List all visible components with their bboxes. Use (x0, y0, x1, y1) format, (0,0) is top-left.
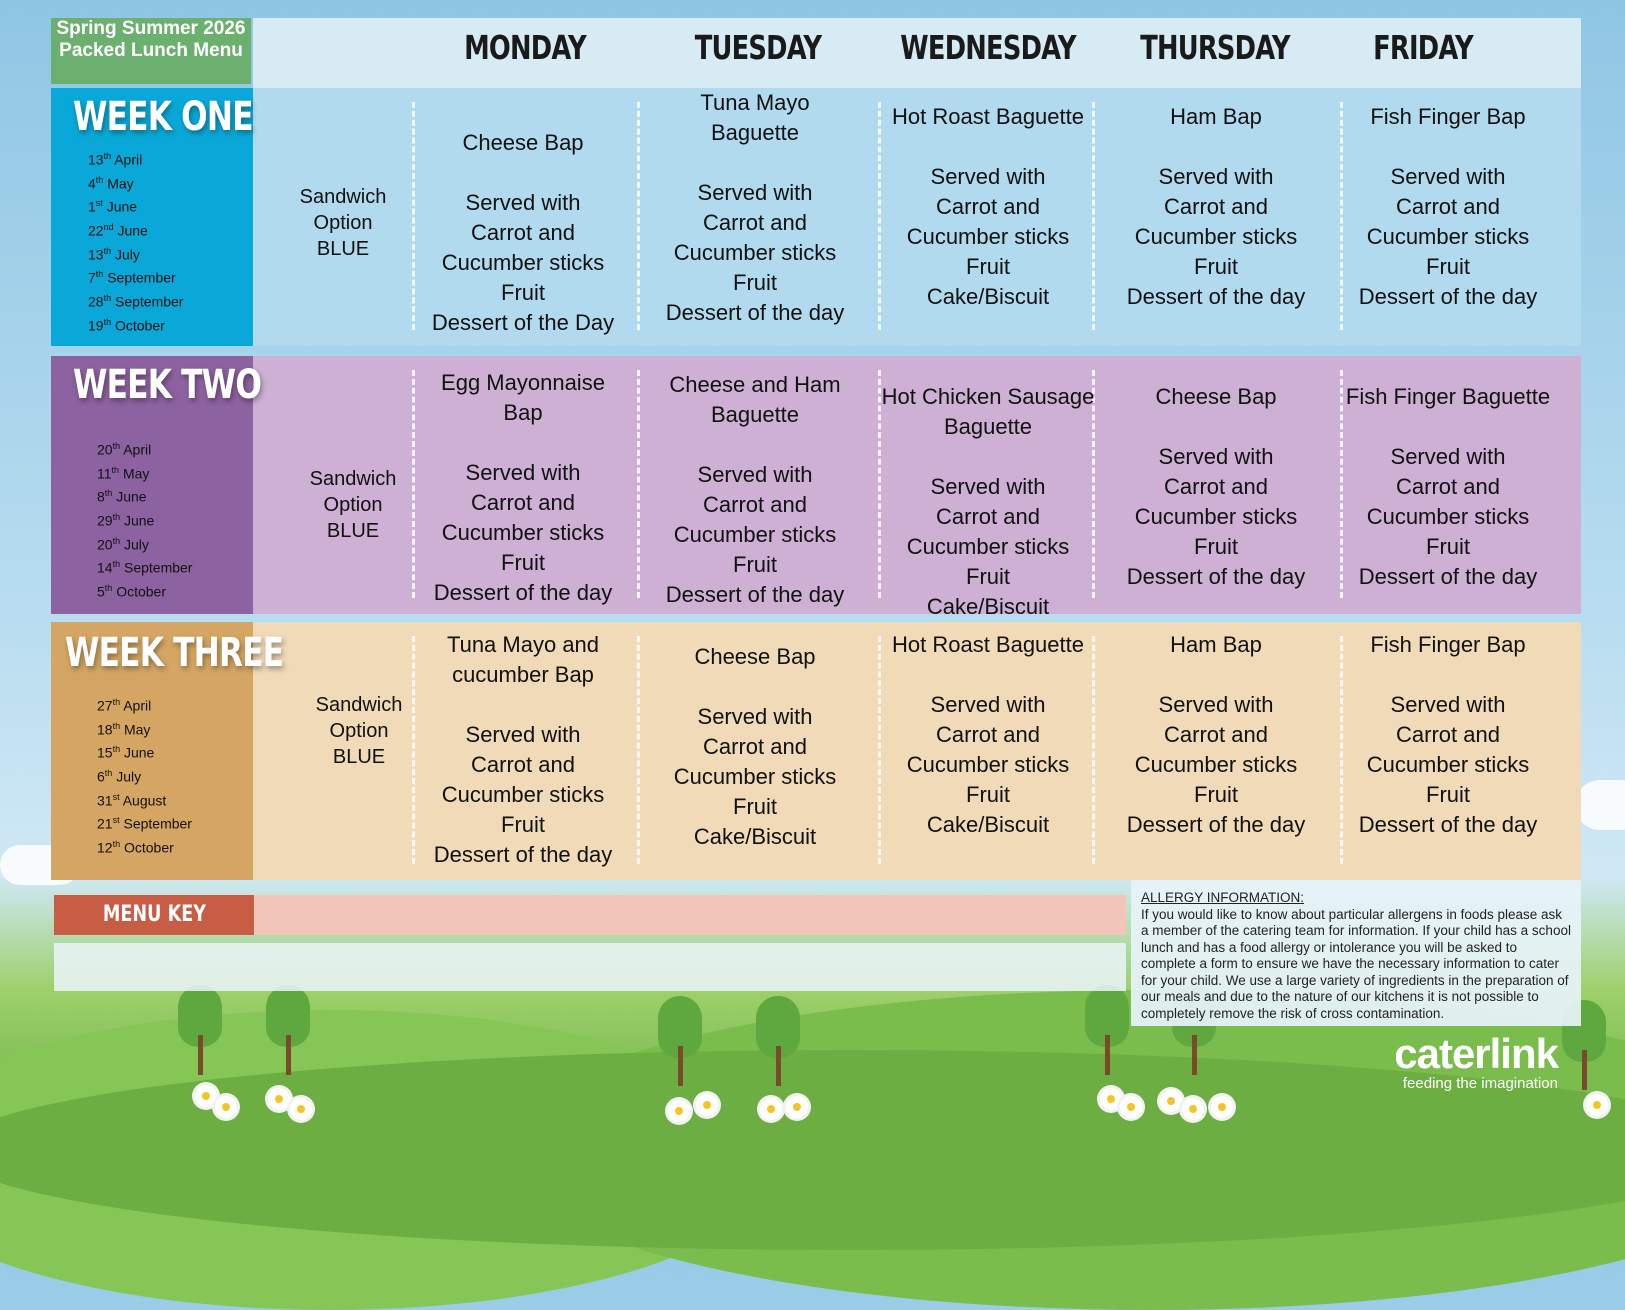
tree-illustration (658, 996, 702, 1086)
date-month: September (114, 293, 184, 310)
date-day: 4 (88, 175, 96, 192)
date-suffix: th (112, 838, 121, 849)
date-month: June (116, 488, 147, 505)
date-suffix: th (103, 292, 112, 303)
tree-trunk (678, 1046, 683, 1086)
date-month: April (123, 697, 152, 714)
meal-cell-friday: Fish Finger Bap Served with Carrot and Cucumber sticks Fruit Dessert of the day (1358, 104, 1538, 309)
week-date (97, 787, 192, 811)
date-month: July (123, 536, 149, 553)
meal-cell-monday: Tuna Mayo and cucumber Bap Served with Carrot and Cucumber sticks Fruit Dessert of the day (433, 632, 613, 867)
date-day: 21 (97, 815, 113, 832)
week-date (97, 460, 192, 484)
date-suffix: th (103, 245, 112, 256)
daisy-illustration (1100, 1088, 1122, 1110)
meal-cell-friday: Fish Finger Bap Served with Carrot and Cucumber sticks Fruit Dessert of the day (1358, 632, 1538, 837)
date-month: October (116, 583, 167, 600)
week-label (51, 622, 284, 880)
date-day: 18 (97, 721, 113, 738)
date-day: 6 (97, 768, 105, 785)
date-month: August (122, 792, 167, 809)
week-date (97, 436, 192, 460)
date-day: 22 (88, 222, 104, 239)
week-date (97, 763, 192, 787)
date-month: September (123, 815, 192, 832)
week-title: WEEK THREE (65, 630, 284, 676)
date-day: 27 (97, 697, 113, 714)
date-day: 15 (97, 744, 113, 761)
tree-illustration (178, 985, 222, 1075)
daisy-illustration (195, 1085, 217, 1107)
week-row (51, 356, 1581, 619)
daisy-illustration (696, 1094, 718, 1116)
meal-cell-tuesday: Cheese and Ham Baguette Served with Carrot and Cucumber sticks Fruit Dessert of the day (665, 372, 845, 607)
meal-cell-thursday: Cheese Bap Served with Carrot and Cucumber sticks Fruit Dessert of the day (1126, 384, 1306, 589)
date-day: 19 (88, 317, 104, 334)
caterlink-logo (1388, 1032, 1558, 1092)
week-date (88, 146, 183, 170)
week-date (97, 483, 192, 507)
week-dates (97, 692, 192, 858)
date-month: June (123, 744, 155, 761)
column-divider (637, 102, 640, 330)
date-day: 20 (97, 441, 113, 458)
date-suffix: th (112, 744, 121, 755)
logo-name: caterlink (1394, 1030, 1558, 1077)
menu-key-label: MENU KEY (54, 895, 254, 935)
week-label (51, 356, 262, 614)
date-suffix: th (112, 720, 121, 731)
day-header-tuesday: TUESDAY (694, 28, 822, 67)
date-suffix: th (112, 559, 121, 570)
meal-cell-wednesday: Hot Roast Baguette Served with Carrot and Cucumber sticks Fruit Cake/Biscuit (891, 104, 1084, 309)
date-month: July (114, 246, 140, 263)
date-suffix: st (95, 198, 103, 209)
date-month: June (123, 512, 155, 529)
date-suffix: st (112, 791, 120, 802)
allergy-heading: ALLERGY INFORMATION: (1141, 890, 1305, 905)
menu-title (51, 18, 251, 84)
week-row (51, 622, 1581, 880)
date-month: September (123, 559, 193, 576)
date-month: April (114, 151, 143, 168)
date-month: May (123, 721, 151, 738)
week-date (88, 170, 183, 194)
meal-cell-friday: Fish Finger Baguette Served with Carrot and Cucumber sticks Fruit Dessert of the day (1345, 384, 1551, 589)
menu-title-line1: Spring Summer 2026 (56, 18, 246, 39)
tree-trunk (198, 1035, 203, 1075)
date-day: 5 (97, 583, 105, 600)
sandwich-option: Sandwich Option BLUE (309, 468, 397, 542)
date-day: 31 (97, 792, 113, 809)
date-suffix: th (112, 511, 121, 522)
week-label (51, 88, 253, 346)
meal-cell-thursday: Ham Bap Served with Carrot and Cucumber sticks Fruit Dessert of the day (1126, 632, 1306, 837)
daisy-illustration (215, 1096, 237, 1118)
day-header-friday: FRIDAY (1373, 28, 1473, 67)
date-day: 12 (97, 839, 113, 856)
daisy-illustration (760, 1098, 782, 1120)
daisy-illustration (786, 1096, 808, 1118)
date-month: May (107, 175, 134, 192)
daisy-illustration (668, 1100, 690, 1122)
tree-trunk (776, 1046, 781, 1086)
week-dates (88, 146, 183, 335)
daisy-illustration (290, 1098, 312, 1120)
date-month: May (122, 465, 150, 482)
sandwich-option: Sandwich Option BLUE (299, 186, 387, 260)
week-date (97, 692, 192, 716)
week-date (88, 241, 183, 265)
date-suffix: th (112, 441, 121, 451)
meal-cell-wednesday: Hot Chicken Sausage Baguette Served with Carrot and Cucumber sticks Fruit Cake/Biscuit (881, 384, 1095, 619)
daisy-illustration (1586, 1094, 1608, 1116)
meal-cell-monday: Cheese Bap Served with Carrot and Cucumber sticks Fruit Dessert of the Day (431, 130, 615, 335)
meal-cell-thursday: Ham Bap Served with Carrot and Cucumber sticks Fruit Dessert of the day (1126, 104, 1306, 309)
date-day: 7 (88, 269, 96, 286)
date-suffix: th (111, 464, 120, 475)
menu-key-area (54, 943, 1126, 991)
date-day: 29 (97, 512, 113, 529)
week-date (88, 193, 183, 217)
date-suffix: th (104, 582, 113, 593)
allergy-information (1131, 880, 1581, 1026)
daisy-illustration (268, 1088, 290, 1110)
meal-cell-tuesday: Tuna Mayo Baguette Served with Carrot and Cucumber sticks Fruit Dessert of the day (665, 90, 845, 325)
logo-tagline: feeding the imagination (1402, 1075, 1558, 1092)
day-header-monday: MONDAY (464, 28, 586, 67)
menu-title-line2: Packed Lunch Menu (59, 40, 243, 61)
daisy-illustration (1120, 1096, 1142, 1118)
date-suffix: th (104, 767, 113, 778)
date-day: 20 (97, 536, 113, 553)
tree-trunk (1582, 1050, 1587, 1090)
week-date (88, 217, 183, 241)
week-title: WEEK TWO (73, 362, 262, 408)
daisy-illustration (1160, 1090, 1182, 1112)
date-month: April (123, 441, 152, 458)
date-month: June (106, 198, 138, 215)
tree-illustration (266, 985, 310, 1075)
week-dates (97, 436, 192, 602)
week-date (97, 578, 192, 602)
daisy-illustration (1182, 1098, 1204, 1120)
meal-cell-monday: Egg Mayonnaise Bap Served with Carrot and Cucumber sticks Fruit Dessert of the day (433, 370, 613, 605)
date-day: 1 (88, 198, 96, 215)
date-suffix: st (112, 815, 120, 826)
day-header-wednesday: WEDNESDAY (900, 28, 1076, 67)
week-date (88, 288, 183, 312)
week-date (97, 810, 192, 834)
week-date (97, 507, 192, 531)
date-day: 14 (97, 559, 113, 576)
daisy-illustration (1211, 1096, 1233, 1118)
week-date (97, 554, 192, 578)
tree-illustration (1085, 985, 1129, 1075)
date-suffix: th (95, 269, 104, 280)
date-month: July (116, 768, 142, 785)
meal-cell-wednesday: Hot Roast Baguette Served with Carrot and Cucumber sticks Fruit Cake/Biscuit (891, 632, 1084, 837)
column-divider (637, 636, 640, 864)
date-suffix: th (103, 151, 112, 161)
date-day: 28 (88, 293, 104, 310)
week-date (88, 312, 183, 336)
column-divider (637, 370, 640, 598)
day-header-thursday: THURSDAY (1140, 28, 1290, 67)
allergy-text: If you would like to know about particular allergens in foods please ask a member of the catering team for information. If your child has a school lunch and has a food allergy or intolerance you will be asked to complete a form to ensure we have the necessary information to cater for your child. We use a large variety of ingredients in the preparation of our meals and due to the nature of our kitchens it is not possible to completely remove the risk of cross contamination. (1141, 906, 1571, 1021)
meal-cell-tuesday: Cheese Bap Served with Carrot and Cucumber sticks Fruit Cake/Biscuit (673, 644, 837, 849)
week-date (97, 716, 192, 740)
week-title: WEEK ONE (73, 94, 253, 140)
week-date (97, 531, 192, 555)
sandwich-option: Sandwich Option BLUE (315, 694, 403, 768)
date-suffix: th (112, 535, 121, 546)
date-suffix: nd (103, 221, 114, 232)
date-suffix: th (95, 174, 104, 185)
date-month: October (123, 839, 174, 856)
week-row (51, 88, 1581, 346)
date-suffix: th (104, 488, 113, 499)
tree-trunk (1192, 1035, 1197, 1075)
date-day: 13 (88, 151, 104, 168)
week-date (88, 264, 183, 288)
date-day: 13 (88, 246, 104, 263)
date-day: 8 (97, 488, 105, 505)
background-cloud (1575, 780, 1625, 830)
tree-trunk (286, 1035, 291, 1075)
tree-illustration (756, 996, 800, 1086)
date-suffix: th (103, 316, 112, 327)
date-day: 11 (97, 465, 112, 482)
date-month: October (114, 317, 165, 334)
week-date (97, 834, 192, 858)
date-month: June (117, 222, 148, 239)
tree-trunk (1105, 1035, 1110, 1075)
background-hill (0, 1050, 1625, 1250)
date-month: September (107, 269, 176, 286)
week-date (97, 739, 192, 763)
date-suffix: th (112, 697, 121, 707)
